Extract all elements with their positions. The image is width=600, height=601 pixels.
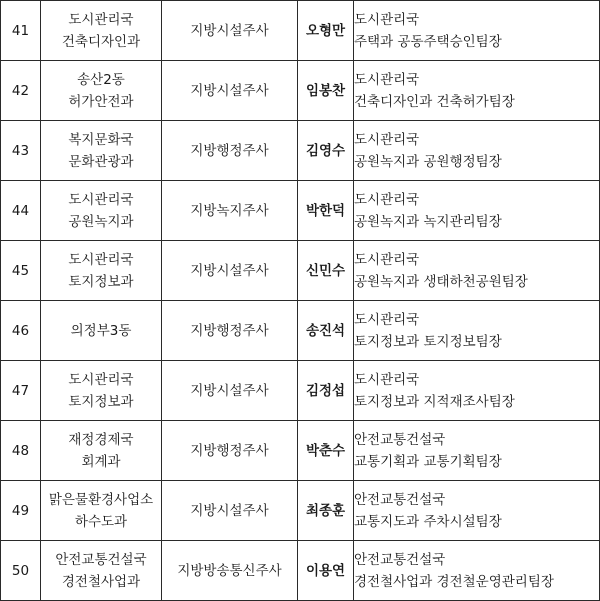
rank-cell: 지방행정주사 <box>162 121 298 181</box>
name-cell: 김정섭 <box>298 361 354 421</box>
name-cell: 오형만 <box>298 1 354 61</box>
rank-cell: 지방시설주사 <box>162 361 298 421</box>
previous-department-line: 의정부3동 <box>70 322 132 339</box>
table-row <box>1 361 600 421</box>
table-row <box>1 481 600 541</box>
previous-department-cell <box>41 361 162 421</box>
previous-department-line: 맑은물환경사업소 <box>48 491 154 508</box>
new-post-cell <box>354 301 600 361</box>
new-post-line: 도시관리국 <box>354 311 420 328</box>
new-post-line: 안전교통건설국 <box>354 551 446 568</box>
table-row <box>1 541 600 601</box>
previous-department-line: 허가안전과 <box>68 93 134 110</box>
previous-department-line: 안전교통건설국 <box>55 551 147 568</box>
previous-department-cell <box>41 481 162 541</box>
name-cell: 김영수 <box>298 121 354 181</box>
name-cell: 신민수 <box>298 241 354 301</box>
row-number-cell: 44 <box>1 181 41 241</box>
row-number-cell: 46 <box>1 301 41 361</box>
row-number-cell: 41 <box>1 1 41 61</box>
previous-department-line: 문화관광과 <box>68 153 134 170</box>
new-post-line: 토지정보과 지적재조사팀장 <box>354 393 515 410</box>
previous-department-line: 건축디자인과 <box>61 33 141 50</box>
new-post-line: 도시관리국 <box>354 191 420 208</box>
new-post-line: 토지정보과 토지정보팀장 <box>354 333 502 350</box>
row-number-cell: 42 <box>1 61 41 121</box>
name-cell: 최종훈 <box>298 481 354 541</box>
rank-cell: 지방시설주사 <box>162 481 298 541</box>
previous-department-line: 도시관리국 <box>68 191 134 208</box>
previous-department-line: 복지문화국 <box>68 131 134 148</box>
previous-department-line: 도시관리국 <box>68 251 134 268</box>
row-number-cell: 49 <box>1 481 41 541</box>
name-cell: 임봉찬 <box>298 61 354 121</box>
new-post-line: 도시관리국 <box>354 11 420 28</box>
table-row <box>1 1 600 61</box>
previous-department-line: 토지정보과 <box>68 393 134 410</box>
previous-department-line: 회계과 <box>81 453 121 470</box>
rank-cell: 지방시설주사 <box>162 61 298 121</box>
new-post-cell <box>354 121 600 181</box>
table-row <box>1 181 600 241</box>
name-cell: 박춘수 <box>298 421 354 481</box>
previous-department-line: 토지정보과 <box>68 273 134 290</box>
previous-department-cell <box>41 1 162 61</box>
previous-department-cell <box>41 541 162 601</box>
new-post-line: 도시관리국 <box>354 131 420 148</box>
new-post-line: 안전교통건설국 <box>354 491 446 508</box>
name-cell: 이용연 <box>298 541 354 601</box>
row-number-cell: 43 <box>1 121 41 181</box>
table-row <box>1 421 600 481</box>
rank-cell: 지방시설주사 <box>162 241 298 301</box>
table-row <box>1 61 600 121</box>
new-post-line: 교통기획과 교통기획팀장 <box>354 453 502 470</box>
name-cell: 송진석 <box>298 301 354 361</box>
row-number-cell: 48 <box>1 421 41 481</box>
previous-department-cell <box>41 241 162 301</box>
table-row <box>1 241 600 301</box>
new-post-cell <box>354 61 600 121</box>
previous-department-line: 경전철사업과 <box>61 573 141 590</box>
previous-department-line: 재정경제국 <box>68 431 134 448</box>
previous-department-line: 도시관리국 <box>68 371 134 388</box>
new-post-line: 도시관리국 <box>354 371 420 388</box>
new-post-line: 건축디자인과 건축허가팀장 <box>354 93 515 110</box>
new-post-line: 경전철사업과 경전철운영관리팀장 <box>354 573 554 590</box>
new-post-line: 공원녹지과 생태하천공원팀장 <box>354 273 528 290</box>
table-row <box>1 301 600 361</box>
new-post-cell <box>354 481 600 541</box>
new-post-cell <box>354 1 600 61</box>
new-post-cell <box>354 541 600 601</box>
previous-department-cell <box>41 61 162 121</box>
previous-department-line: 도시관리국 <box>68 11 134 28</box>
previous-department-cell <box>41 301 162 361</box>
name-cell: 박한덕 <box>298 181 354 241</box>
previous-department-cell <box>41 121 162 181</box>
new-post-line: 교통지도과 주차시설팀장 <box>354 513 502 530</box>
row-number-cell: 50 <box>1 541 41 601</box>
new-post-line: 안전교통건설국 <box>354 431 446 448</box>
new-post-cell <box>354 421 600 481</box>
rank-cell: 지방녹지주사 <box>162 181 298 241</box>
new-post-cell <box>354 361 600 421</box>
rank-cell: 지방행정주사 <box>162 301 298 361</box>
previous-department-line: 송산2동 <box>77 71 125 88</box>
rank-cell: 지방방송통신주사 <box>162 541 298 601</box>
row-number-cell: 47 <box>1 361 41 421</box>
new-post-line: 도시관리국 <box>354 71 420 88</box>
new-post-line: 공원녹지과 공원행정팀장 <box>354 153 502 170</box>
new-post-cell <box>354 181 600 241</box>
table-row <box>1 121 600 181</box>
previous-department-cell <box>41 421 162 481</box>
new-post-line: 공원녹지과 녹지관리팀장 <box>354 213 502 230</box>
new-post-line: 주택과 공동주택승인팀장 <box>354 33 502 50</box>
new-post-line: 도시관리국 <box>354 251 420 268</box>
rank-cell: 지방시설주사 <box>162 1 298 61</box>
personnel-table-body <box>1 1 600 601</box>
rank-cell: 지방행정주사 <box>162 421 298 481</box>
previous-department-line: 공원녹지과 <box>68 213 134 230</box>
previous-department-line: 하수도과 <box>74 513 128 530</box>
previous-department-cell <box>41 181 162 241</box>
new-post-cell <box>354 241 600 301</box>
row-number-cell: 45 <box>1 241 41 301</box>
